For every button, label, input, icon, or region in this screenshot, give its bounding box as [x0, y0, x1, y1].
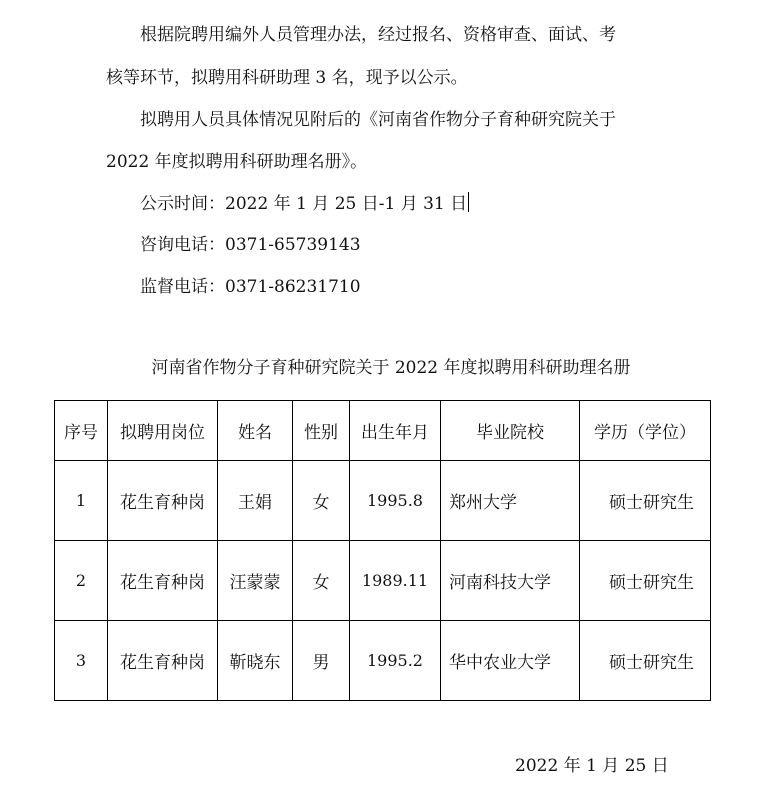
header-name: 姓名 [218, 401, 293, 461]
publicity-period-text: 公示时间：2022 年 1 月 25 日-1 月 31 日 [140, 194, 468, 214]
cell-gender: 女 [293, 541, 350, 621]
cell-gender: 男 [293, 621, 350, 701]
header-index: 序号 [55, 401, 108, 461]
cell-birth: 1989.11 [350, 541, 441, 621]
cell-position: 花生育种岗 [108, 461, 218, 541]
cell-degree: 硕士研究生 [580, 461, 711, 541]
header-degree: 学历（学位） [580, 401, 711, 461]
inquiry-phone: 咨询电话：0371-65739143 [140, 235, 361, 255]
notice-paragraph-2-line-1: 拟聘用人员具体情况见附后的《河南省作物分子育种研究院关于 [140, 110, 616, 130]
cell-position: 花生育种岗 [108, 541, 218, 621]
cell-index: 3 [55, 621, 108, 701]
roster-title: 河南省作物分子育种研究院关于 2022 年度拟聘用科研助理名册 [151, 358, 631, 378]
notice-paragraph-2-line-2: 2022 年度拟聘用科研助理名册》。 [106, 152, 368, 172]
cell-degree: 硕士研究生 [580, 621, 711, 701]
cell-name: 王娟 [218, 461, 293, 541]
header-school: 毕业院校 [441, 401, 580, 461]
table-row [55, 541, 711, 621]
cell-degree: 硕士研究生 [580, 541, 711, 621]
cell-birth: 1995.8 [350, 461, 441, 541]
cell-birth: 1995.2 [350, 621, 441, 701]
header-birth: 出生年月 [350, 401, 441, 461]
cell-index: 1 [55, 461, 108, 541]
publicity-period [140, 192, 469, 215]
table-row [55, 461, 711, 541]
cell-name: 靳晓东 [218, 621, 293, 701]
notice-paragraph-1-line-1: 根据院聘用编外人员管理办法，经过报名、资格审查、面试、考 [140, 25, 616, 45]
header-position: 拟聘用岗位 [108, 401, 218, 461]
cell-school: 郑州大学 [441, 461, 580, 541]
header-gender: 性别 [293, 401, 350, 461]
text-cursor [468, 192, 469, 212]
cell-position: 花生育种岗 [108, 621, 218, 701]
cell-school: 华中农业大学 [441, 621, 580, 701]
signature-date: 2022 年 1 月 25 日 [515, 756, 669, 776]
cell-school: 河南科技大学 [441, 541, 580, 621]
cell-name: 汪蒙蒙 [218, 541, 293, 621]
table-row [55, 621, 711, 701]
cell-index: 2 [55, 541, 108, 621]
notice-paragraph-1-line-2: 核等环节，拟聘用科研助理 3 名，现予以公示。 [106, 68, 468, 88]
table-header-row [55, 401, 711, 461]
supervision-phone: 监督电话：0371-86231710 [140, 277, 361, 297]
roster-table [54, 400, 711, 701]
cell-gender: 女 [293, 461, 350, 541]
